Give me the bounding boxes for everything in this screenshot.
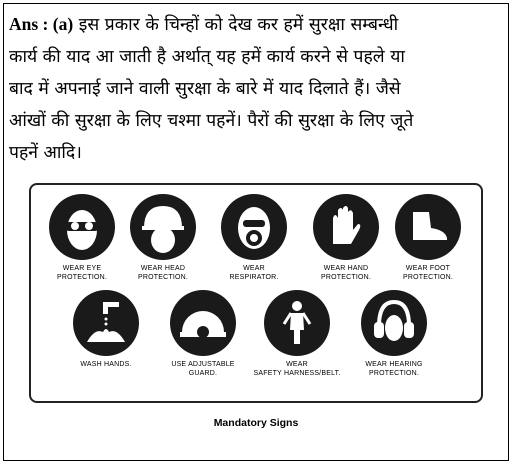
sign-head-protection [118, 194, 208, 282]
safety-harness-icon [264, 290, 330, 356]
foot-protection-icon [395, 194, 461, 260]
sign-label: WEAR FOOT PROTECTION. [402, 265, 454, 281]
mandatory-signs-figure: WEAR EYE PROTECTION. WEAR HEAD PROTECTION. WEAR RESPIRATOR. WEAR HAND PROTECTION. WEAR FOOT PROTECTION. WASH HANDS. USE ADJUSTABLE GUARD. WEAR SAFETY HARNESS/BELT. WEAR HEARING PROTECTION. Mandatory Signs [29, 183, 483, 403]
answer-label: Ans : (a) [9, 14, 74, 34]
sign-eye-protection [37, 194, 127, 282]
sign-label: WEAR HAND PROTECTION. [320, 265, 372, 281]
sign-respirator [209, 194, 299, 282]
sign-label: WEAR EYE PROTECTION. [56, 265, 108, 281]
eye-protection-icon [49, 194, 115, 260]
adjustable-guard-icon [170, 290, 236, 356]
head-protection-icon [130, 194, 196, 260]
respirator-icon [221, 194, 287, 260]
answer-line-5: पहनें आदि। [9, 143, 82, 163]
sign-safety-harness [252, 290, 342, 378]
sign-label: USE ADJUSTABLE GUARD. [171, 361, 235, 377]
answer-text [9, 8, 503, 169]
answer-line-3: बाद में अपनाई जाने वाली सुरक्षा के बारे में याद दिलाते हैं। जैसे [9, 79, 401, 99]
sign-label: WEAR RESPIRATOR. [229, 265, 279, 281]
sign-hearing-protection [349, 290, 439, 378]
sign-label: WASH HANDS. [80, 361, 132, 368]
sign-adjustable-guard [158, 290, 248, 378]
sign-wash-hands [61, 290, 151, 369]
hearing-protection-icon [361, 290, 427, 356]
answer-line-1 [9, 8, 503, 41]
sign-hand-protection [301, 194, 391, 282]
sign-label: WEAR HEAD PROTECTION. [137, 265, 189, 281]
wash-hands-icon [73, 290, 139, 356]
hand-protection-icon [313, 194, 379, 260]
answer-line-4: आंखों की सुरक्षा के लिए चश्मा पहनें। पैरों की सुरक्षा के लिए जूते [9, 111, 414, 131]
answer-line-2: कार्य की याद आ जाती है अर्थात् यह हमें कार्य करने से पहले या [9, 47, 405, 67]
sign-foot-protection [383, 194, 473, 282]
sign-label: WEAR SAFETY HARNESS/BELT. [253, 361, 341, 377]
sign-label: WEAR HEARING PROTECTION. [365, 361, 423, 377]
answer-line-1-text: इस प्रकार के चिन्हों को देख कर हमें सुरक्षा सम्बन्धी [78, 15, 399, 35]
